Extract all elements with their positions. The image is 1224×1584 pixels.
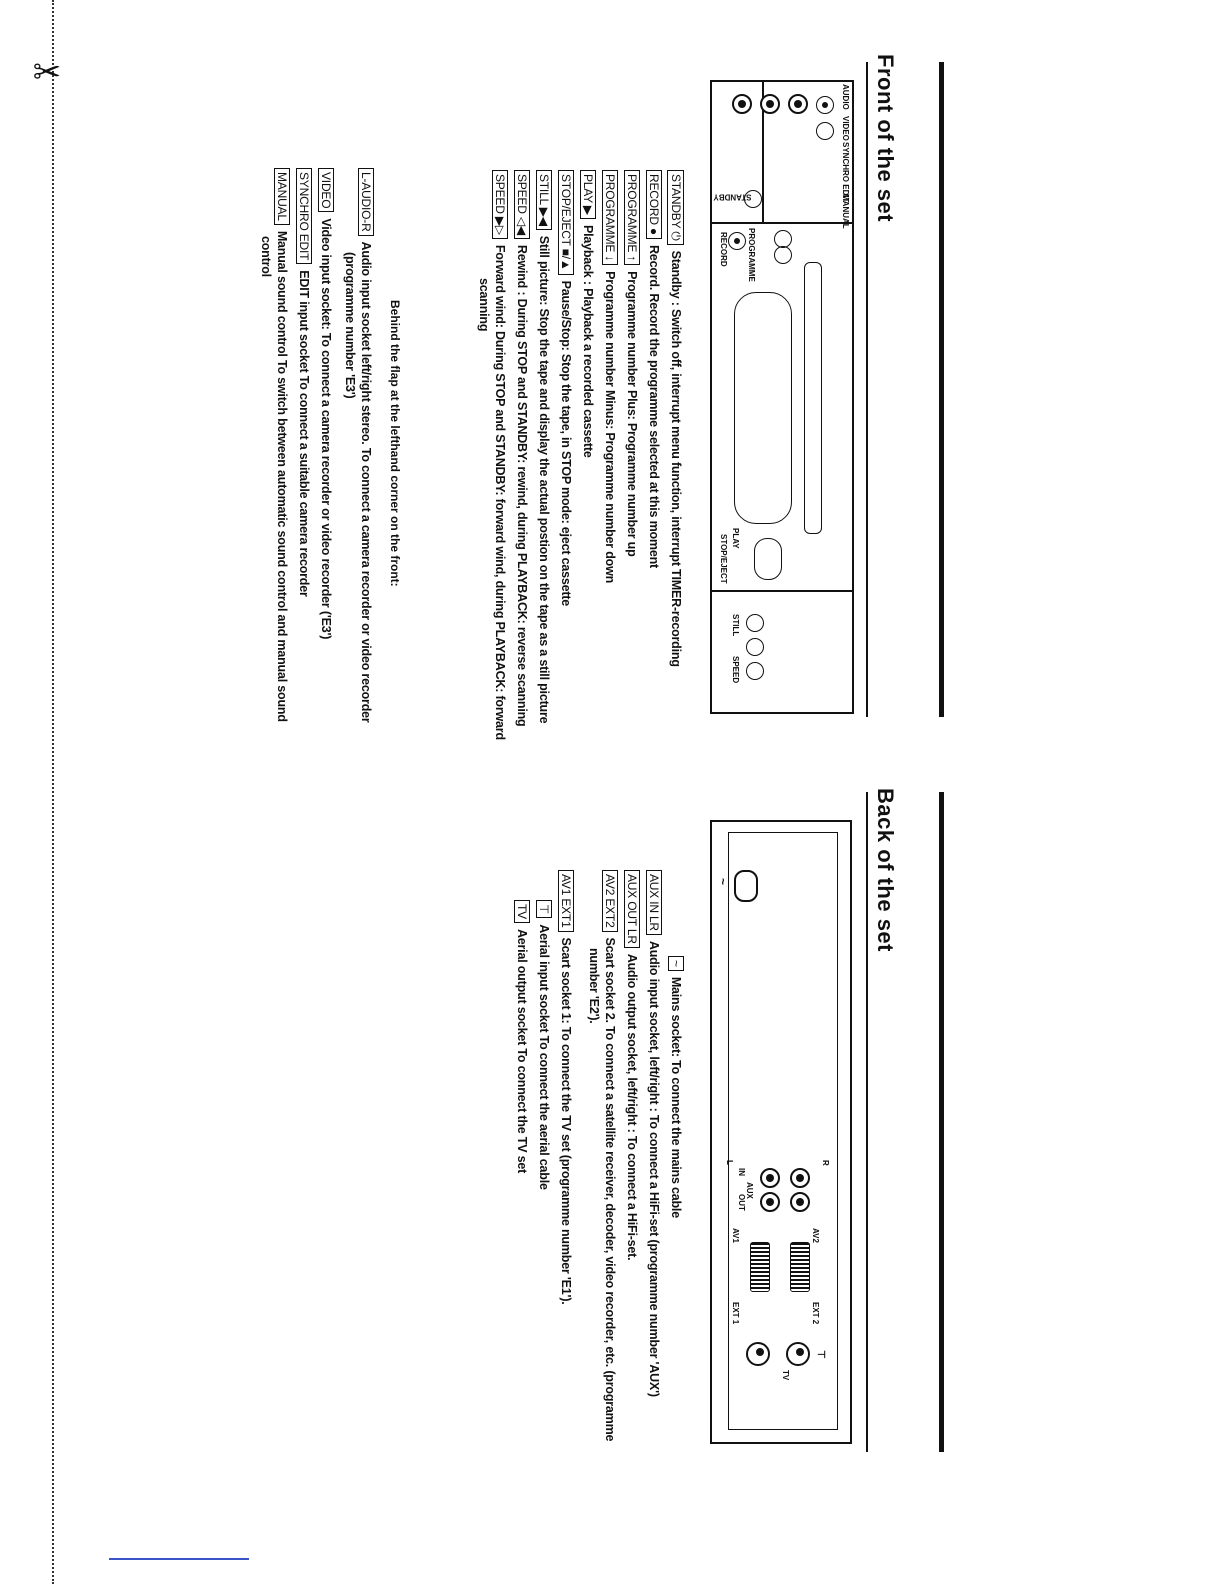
key-aerial-in: ⊤: [536, 900, 552, 918]
desc-stop-eject: Pause/Stop: Stop the tape, in STOP mode: eject cassette: [559, 280, 573, 607]
audio-r-jack[interactable]: [760, 94, 780, 114]
key-aux-out: AUX OUT LR: [624, 870, 640, 948]
desc-programme-down: Programme number Minus: Programme number down: [603, 271, 617, 584]
behind-flap-note: Behind the flap at the lefthand corner on the front:: [388, 300, 402, 587]
tv-out-label: TV: [781, 1370, 790, 1381]
entry-aux-out: [624, 870, 640, 1260]
aux-in-r-jack[interactable]: [790, 1168, 810, 1188]
aux-in-l-jack[interactable]: [760, 1168, 780, 1188]
entry-stop-eject: [558, 170, 574, 606]
desc-standby: Standby : Switch off, interrupt menu function, interrupt TIMER-recording: [669, 250, 683, 667]
key-still: STILL ▶◀: [536, 170, 552, 230]
front-right-divider: [712, 590, 852, 592]
programme-down-button[interactable]: [774, 246, 792, 264]
key-mains: ~: [668, 956, 684, 971]
play-stop-rocker[interactable]: [754, 538, 782, 580]
av2-label: AV2: [811, 1228, 820, 1243]
key-manual: MANUAL: [274, 168, 290, 225]
desc-tv-out: Aerial output socket To connect the TV set: [515, 928, 529, 1174]
still-button[interactable]: [746, 614, 764, 632]
entry-aerial-in: [536, 900, 552, 1190]
key-aux-in: AUX IN LR: [646, 870, 662, 935]
desc-play: Playback : Playback a recorded cassette: [581, 224, 595, 458]
cont-forward: scanning: [477, 278, 491, 332]
flap-entries: [234, 168, 374, 728]
scart-av2[interactable]: [790, 1242, 810, 1292]
key-forward: SPEED ▶▷: [492, 170, 508, 239]
aux-r-label: R: [821, 1160, 830, 1166]
cont-manual: control: [259, 236, 273, 277]
aux-l-label: L: [725, 1160, 734, 1165]
front-rule-thin: [866, 62, 868, 717]
desc-l-audio-r: Audio input socket left/right stereo. To connect a camera recorder or video recorder: [359, 241, 373, 723]
manual-label: MANUAL: [841, 194, 850, 229]
entry-rewind: [514, 170, 530, 726]
back-rule-thick: [939, 792, 944, 1452]
record-label: RECORD: [719, 232, 728, 267]
aerial-in-jack[interactable]: [786, 1342, 810, 1366]
desc-av2: Scart socket 2. To connect a satellite receiver, decoder, video recorder, etc. (programme: [603, 937, 617, 1442]
key-programme-down: PROGRAMME ↓: [602, 170, 618, 265]
scissors-icon: ✂: [32, 53, 62, 92]
entry-programme-up: [624, 170, 640, 557]
desc-mains: Mains socket: To connect the mains cable: [669, 976, 683, 1218]
entry-video: [318, 168, 334, 639]
still-label: STILL: [731, 614, 740, 637]
key-synchro-edit: SYNCHRO EDIT: [296, 168, 312, 264]
desc-aux-out: Audio output socket, left/right : To connect a HiFi-set.: [625, 953, 639, 1261]
key-av1: AV1 EXT1: [558, 870, 574, 932]
forward-button[interactable]: [746, 662, 764, 680]
aux-in-label: IN: [737, 1168, 746, 1176]
front-flap-divider: [712, 222, 852, 224]
standby-button[interactable]: [744, 190, 762, 208]
page-edge-mark: [109, 1558, 249, 1560]
entry-record: [646, 170, 662, 568]
desc-manual: Manual sound control To switch between automatic sound control and manual sound: [275, 230, 289, 722]
front-rule-thick: [939, 62, 944, 717]
ext2-label: EXT 2: [811, 1302, 820, 1325]
desc-synchro-edit: EDIT input socket To connect a suitable camera recorder: [297, 270, 311, 597]
mains-label: ~: [716, 878, 730, 886]
key-tv-out: TV: [514, 900, 530, 923]
ext1-label: EXT 1: [731, 1302, 740, 1325]
back-title: Back of the set: [873, 788, 898, 952]
desc-video: Video input socket: To connect a camera recorder or video recorder ('E3'): [319, 218, 333, 640]
av1-label: AV1: [731, 1228, 740, 1243]
desc-av1: Scart socket 1: To connect the TV set (programme number 'E1').: [559, 937, 573, 1305]
entry-forward: [477, 170, 508, 740]
aux-out-r-jack[interactable]: [790, 1192, 810, 1212]
entry-standby: [667, 170, 684, 667]
aux-out-l-jack[interactable]: [760, 1192, 780, 1212]
speed-label: SPEED: [731, 656, 740, 684]
video-jack[interactable]: [788, 94, 808, 114]
mains-socket[interactable]: [734, 870, 758, 902]
entry-programme-down: [602, 170, 618, 583]
desc-record: Record. Record the programme selected at this moment: [647, 244, 661, 569]
entry-manual: [259, 168, 290, 722]
entry-av1: [558, 870, 574, 1305]
back-inner-frame: [728, 832, 838, 1430]
record-button[interactable]: [728, 232, 746, 250]
cont-l-audio-r: (programme number 'E3'): [343, 252, 357, 399]
back-entries: [484, 870, 684, 1442]
desc-rewind: Rewind : During STOP and STANDBY: rewind, during PLAYBACK: reverse scanning: [515, 244, 529, 727]
scart-av1[interactable]: [750, 1242, 770, 1292]
cut-line: [52, 0, 54, 1584]
audio-l-jack[interactable]: [732, 94, 752, 114]
back-device: [710, 820, 852, 1444]
video-label: VIDEO: [841, 116, 850, 141]
desc-forward: Forward wind: During STOP and STANDBY: forward wind, during PLAYBACK: forward: [493, 244, 507, 740]
front-entries: [464, 170, 684, 740]
cont-av2: number 'E2').: [587, 948, 601, 1024]
standby-label: STANDBY: [713, 192, 752, 202]
display-window: [734, 292, 792, 524]
entry-l-audio-r: [343, 168, 374, 723]
key-record: RECORD ●: [646, 170, 662, 239]
entry-play: [580, 170, 596, 458]
front-title: Front of the set: [873, 54, 898, 223]
programme-label: PROGRAMME: [747, 228, 756, 282]
entry-mains: [668, 956, 684, 1218]
aerial-out-jack[interactable]: [746, 1342, 770, 1366]
stop-eject-label: STOP/EJECT: [719, 534, 728, 584]
desc-programme-up: Programme number Plus: Programme number up: [625, 271, 639, 557]
entry-av2: [587, 870, 618, 1442]
entry-still: [536, 170, 552, 723]
key-standby: STANDBY ⏻: [667, 170, 684, 245]
aux-out-label: OUT: [737, 1194, 746, 1211]
aux-label: AUX: [745, 1182, 754, 1199]
key-play: PLAY ▶: [580, 170, 596, 219]
audio-label: AUDIO: [841, 84, 850, 110]
play-label: PLAY: [731, 528, 740, 549]
front-device: [710, 80, 854, 714]
rewind-button[interactable]: [746, 638, 764, 656]
key-av2: AV2 EXT2: [602, 870, 618, 932]
entry-tv-out: [514, 900, 530, 1173]
key-programme-up: PROGRAMME ↑: [624, 170, 640, 265]
back-rule-thin: [866, 792, 868, 1452]
desc-aerial-in: Aerial input socket To connect the aerial cable: [537, 924, 551, 1190]
key-rewind: SPEED ◁◀: [514, 170, 530, 239]
entry-synchro-edit: [296, 168, 312, 597]
aerial-in-label: ⊤: [815, 1350, 826, 1359]
synchro-edit-socket[interactable]: [816, 96, 834, 114]
desc-still: Still picture: Stop the tape and display the actual postion on the tape as a still picture: [537, 235, 551, 724]
key-l-audio-r: L-AUDIO-R: [358, 168, 374, 236]
key-video: VIDEO: [318, 168, 334, 212]
manual-button[interactable]: [816, 122, 834, 140]
desc-aux-in: Audio input socket, left/right : To connect a HiFi-set (programme number 'AUX'): [647, 940, 661, 1397]
synchro-edit-label: SYNCHRO EDIT: [841, 142, 850, 203]
cassette-slot[interactable]: [804, 262, 822, 534]
key-stop-eject: STOP/EJECT ■/▲: [558, 170, 574, 275]
entry-aux-in: [646, 870, 662, 1397]
